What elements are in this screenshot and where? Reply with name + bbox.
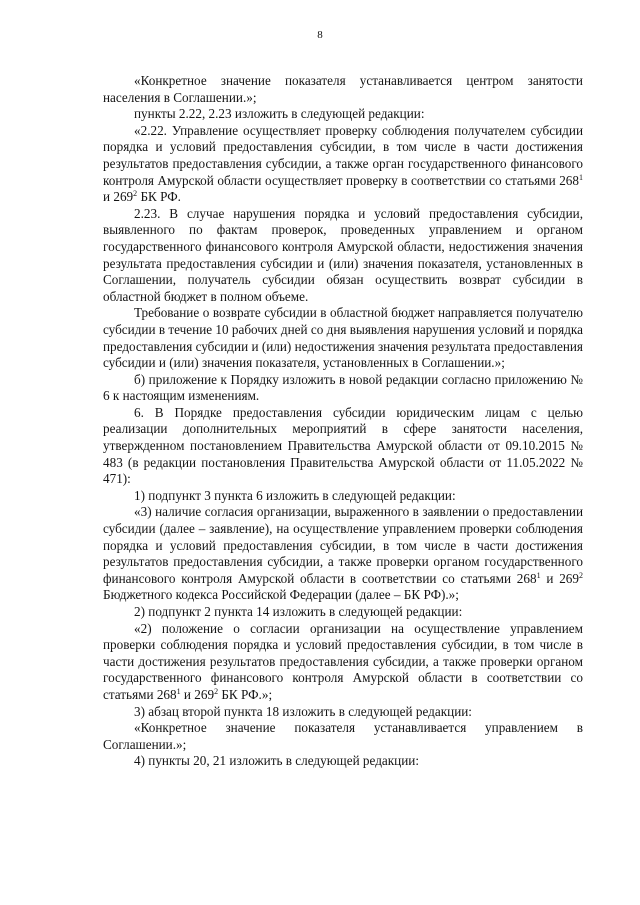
- paragraph-p13: [103, 720, 583, 753]
- text-run: «2) положение о согласии организации на осуществление управлением проверки соблюдения порядка и условий предоставления субсидии, в том числе в части достижения результатов предоставления субсидии, а также проверки органом государственного финансового контроля Амурской области в соответствии со статьями 268: [103, 620, 583, 702]
- paragraph-p1: [103, 73, 583, 106]
- text-run: БК РФ.»;: [218, 686, 273, 702]
- paragraph-p2: [103, 106, 583, 123]
- paragraph-p4: [103, 206, 583, 306]
- text-run: 2.23. В случае нарушения порядка и условий предоставления субсидии, выявленного по фактам проверок, проведенных управлением и органом государственного финансового контроля Амурской области, недостижения значения результата предоставления субсидии и (или) значения показателя, установленных в Соглашении, получатель субсидии обязан осуществить возврат субсидии в областной бюджет в полном объеме.: [103, 205, 583, 304]
- text-run: и 269: [180, 686, 215, 702]
- text-run: 1) подпункт 3 пункта 6 изложить в следующей редакции:: [134, 487, 456, 503]
- text-run: «3) наличие согласия организации, выраженного в заявлении о предоставлении субсидии (далее – заявление), на осуществление управлением проверки соблюдения порядка и условий предоставления субсидии, в том числе в части достижения результатов предоставления субсидии, а также проверки органом государственного финансового контроля Амурской области в соответствии со статьями 268: [103, 504, 583, 586]
- paragraph-p3: [103, 123, 583, 206]
- paragraph-p12: [103, 704, 583, 721]
- superscript: 2: [133, 189, 138, 199]
- document-body: [103, 73, 583, 770]
- text-run: Бюджетного кодекса Российской Федерации (далее – БК РФ).»;: [103, 587, 459, 603]
- text-run: БК РФ.: [137, 189, 181, 205]
- text-run: 2) подпункт 2 пункта 14 изложить в следующей редакции:: [134, 604, 463, 619]
- paragraph-p7: [103, 405, 583, 488]
- text-run: «2.22. Управление осуществляет проверку соблюдения получателем субсидии порядка и условий предоставления субсидии, в том числе в части достижения результатов предоставления субсидии, а также орган государственного финансового контроля Амурской области осуществляет проверку в соответствии со статьями 268: [103, 122, 583, 188]
- paragraph-p10: [103, 604, 583, 621]
- superscript: 1: [536, 570, 541, 580]
- text-run: 4) пункты 20, 21 изложить в следующей редакции:: [134, 753, 419, 769]
- paragraph-p9: [103, 504, 583, 604]
- paragraph-p5: [103, 305, 583, 371]
- text-run: Требование о возврате субсидии в областной бюджет направляется получателю субсидии в течение 10 рабочих дней со дня выявления нарушения условий и порядка предоставления субсидии и (или) недостижения значения результата предоставления субсидии и (или) значения показателя, установленных в Соглашении.»;: [103, 305, 583, 371]
- paragraph-p11: [103, 621, 583, 704]
- text-run: пункты 2.22, 2.23 изложить в следующей редакции:: [134, 106, 425, 122]
- paragraph-p6: [103, 372, 583, 405]
- text-run: 6. В Порядке предоставления субсидии юридическим лицам с целью реализации дополнительных мероприятий в сфере занятости населения, утвержденном постановлением Правительства Амурской области от 09.10.2015 № 483 (в редакции постановления Правительства Амурской области от 11.05.2022 № 471):: [103, 404, 583, 487]
- superscript: 2: [579, 570, 583, 580]
- text-run: «Конкретное значение показателя устанавливается центром занятости населения в Соглашении.»;: [103, 73, 583, 105]
- text-run: и 269: [103, 189, 134, 205]
- text-run: «Конкретное значение показателя устанавливается управлением в Соглашении.»;: [103, 720, 583, 752]
- superscript: 2: [214, 686, 219, 696]
- text-run: б) приложение к Порядку изложить в новой редакции согласно приложению № 6 к настоящим изменениям.: [103, 371, 583, 404]
- superscript: 1: [176, 686, 181, 696]
- text-run: и 269: [540, 570, 579, 586]
- paragraph-p8: [103, 488, 583, 505]
- paragraph-p14: [103, 753, 583, 770]
- superscript: 1: [579, 172, 583, 182]
- page-number: 8: [317, 29, 323, 41]
- text-run: 3) абзац второй пункта 18 изложить в следующей редакции:: [134, 703, 472, 719]
